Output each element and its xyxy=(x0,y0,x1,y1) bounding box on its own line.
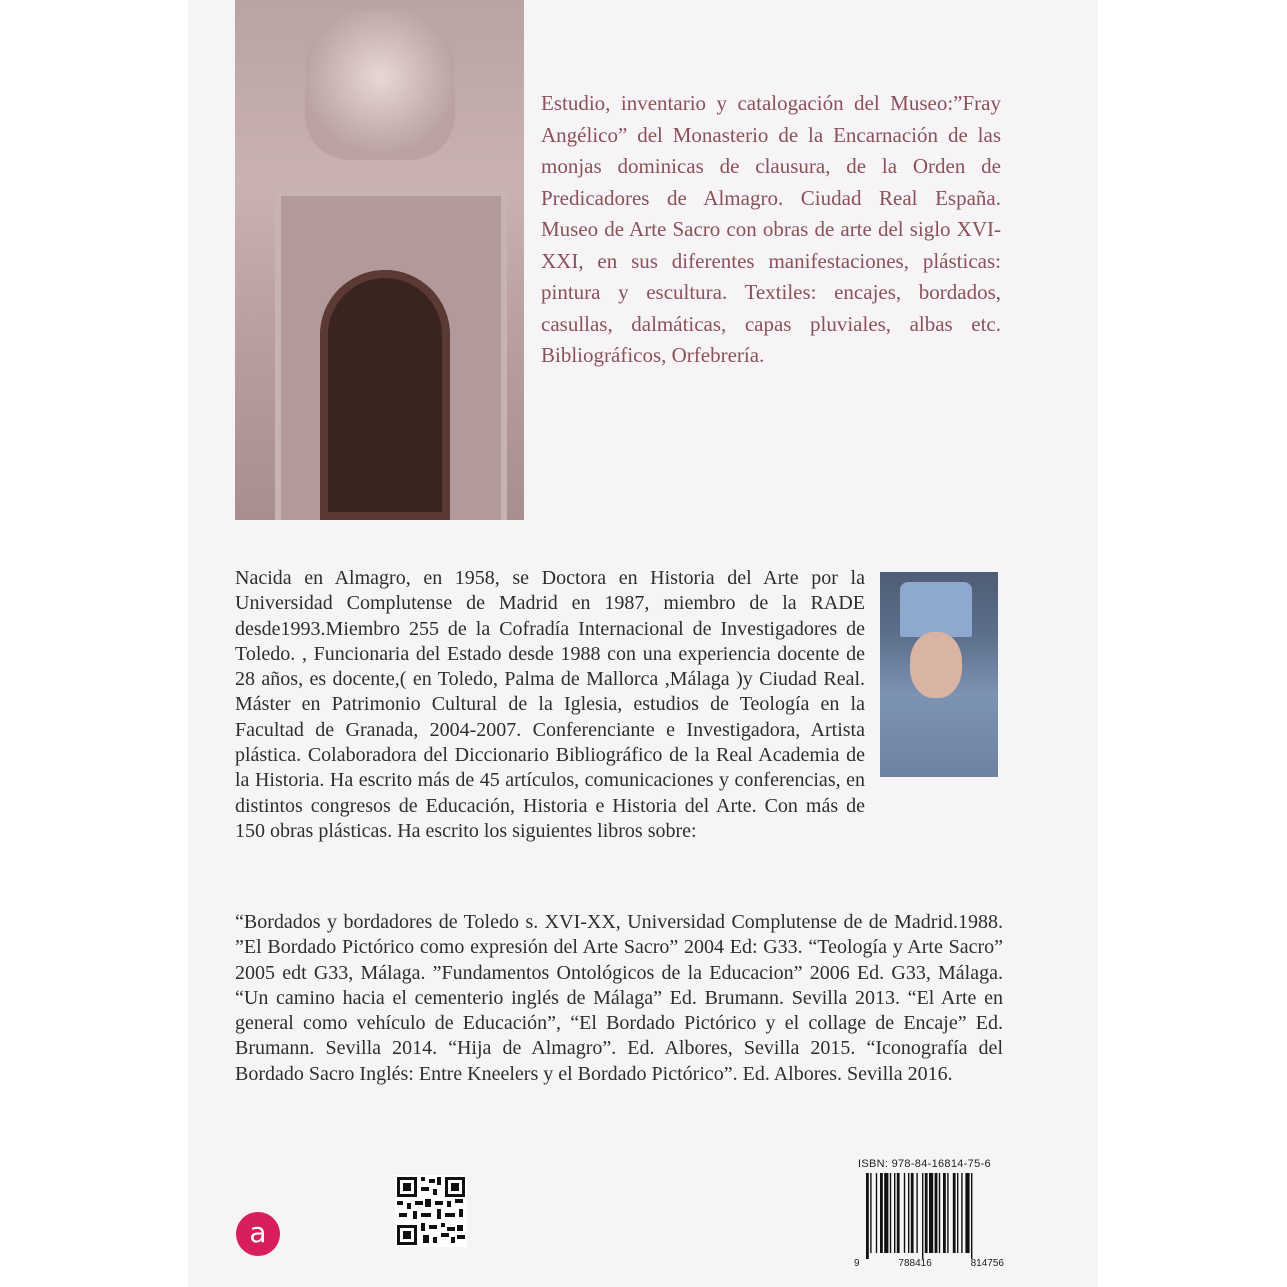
author-portrait-photo xyxy=(880,572,998,777)
qr-code-icon xyxy=(395,1175,467,1247)
barcode xyxy=(864,1173,1004,1263)
isbn-label: ISBN: 978-84-16814-75-6 xyxy=(858,1158,991,1170)
publisher-logo: a xyxy=(236,1212,280,1256)
author-bio xyxy=(235,566,865,844)
barcode-icon xyxy=(864,1173,1004,1259)
qr-code xyxy=(395,1175,467,1247)
barcode-digit-group-2: 814756 xyxy=(970,1258,1004,1269)
academic-cap xyxy=(900,582,972,637)
wooden-door-arch xyxy=(320,270,450,520)
barcode-digit-group-1: 788416 xyxy=(898,1258,932,1269)
barcode-digit-prefix: 9 xyxy=(854,1258,860,1269)
church-door-photo xyxy=(235,0,524,520)
author-bio-text: Nacida en Almagro, en 1958, se Doctora en Historia del Arte por la Universidad Complutense de Madrid en 1987, miembro de la RADE desde1993.Miembro 255 de la Cofradía Internacional de Investigadores de Toledo. , Funcionaria del Estado desde 1988 con una experiencia docente de 28 años, es docente,( en Toledo, Palma de Mallorca ,Málaga )y Ciudad Real. Máster en Patrimonio Cultural de la Iglesia, estudios de Teología en la Facultad de Granada, 2004-2007. Conferenciante e Investigadora, Artista plástica. Colaboradora del Diccionario Bibliográfico de la Real Academia de la Historia. Ha escrito más de 45 artículos, comunicaciones y conferencias, en distintos congresos de Educación, Historia e Historia del Arte. Con más de 150 obras plásticas. Ha escrito los siguientes libros sobre: xyxy=(235,567,865,842)
author-face xyxy=(910,632,962,698)
books-list: “Bordados y bordadores de Toledo s. XVI-XX, Universidad Complutense de de Madrid.1988. ”El Bordado Pictórico como expresión del Arte Sacro” 2004 Ed: G33. “Teología y Arte Sacro” 2005 edt G33, Málaga. ”Fundamentos Ontológicos de la Educacion” 2006 Ed. G33, Málaga. “Un camino hacia el cementerio inglés de Málaga” Ed. Brumann. Sevilla 2013. “El Arte en general como vehículo de Educación”, “El Bordado Pictórico y el collage de Encaje” Ed. Brumann. Sevilla 2014. “Hija de Almagro”. Ed. Albores, Sevilla 2015. “Iconografía del Bordado Sacro Inglés: Entre Kneelers y el Bordado Pictórico”. Ed. Albores. Sevilla 2016. xyxy=(235,911,1003,1085)
coat-of-arms-carving xyxy=(305,10,455,160)
back-cover xyxy=(188,0,1098,1287)
barcode-digits xyxy=(854,1258,1004,1269)
book-blurb: Estudio, inventario y catalogación del Museo:”Fray Angélico” del Monasterio de la Encarnación de las monjas dominicas de clausura, de la Orden de Predicadores de Almagro. Ciudad Real España. Museo de Arte Sacro con obras de arte del siglo XVI-XXI, en sus diferentes manifestaciones, plásticas: pintura y escultura. Textiles: encajes, bordados, casullas, dalmáticas, capas pluviales, albas etc. Bibliográficos, Orfebrería. xyxy=(541,91,1001,367)
